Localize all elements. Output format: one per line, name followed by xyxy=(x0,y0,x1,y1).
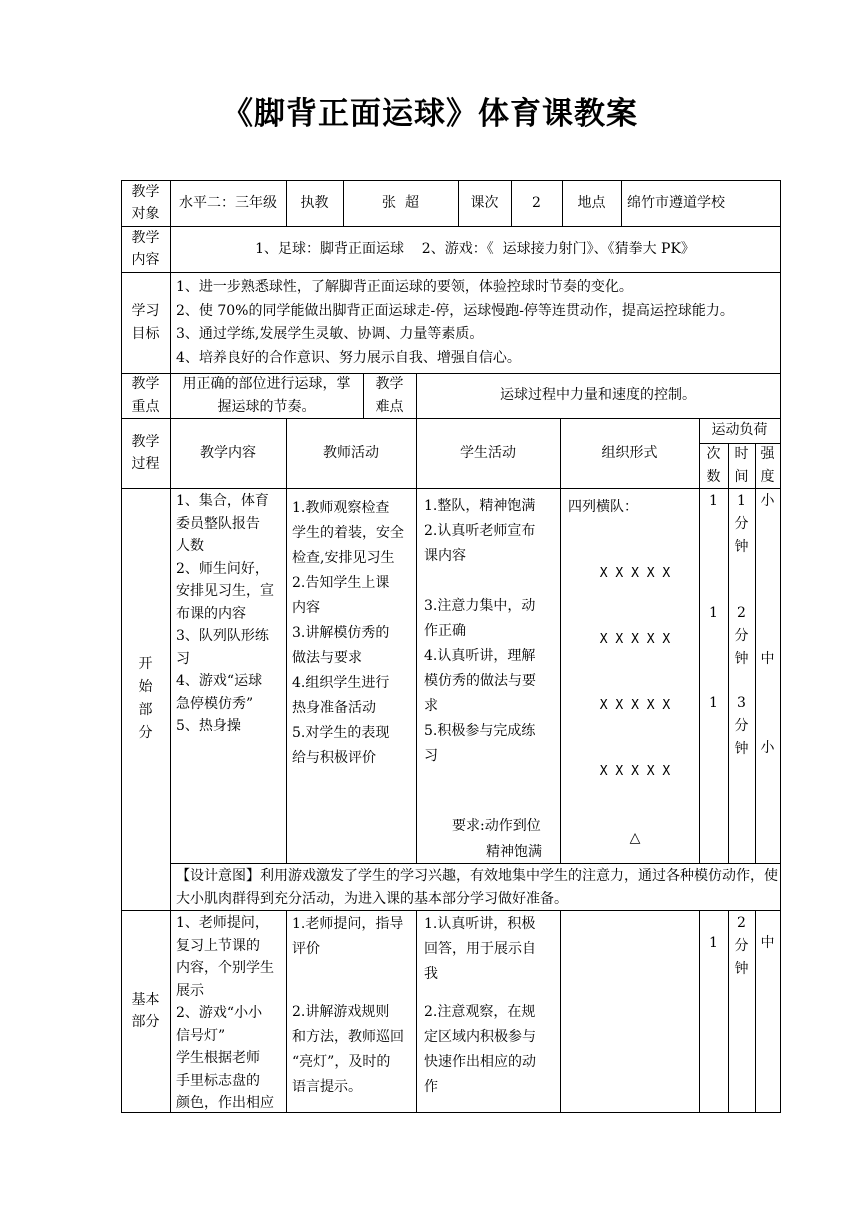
content-header: 教学内容 xyxy=(200,444,256,461)
start-content: 1、集合，体育 委员整队报告 人数 2、师生问好， 安排见习生，宣 布课的内容 3、队列队形练 习 4、游戏“运球 急停模仿秀” 5、热身操 xyxy=(176,493,274,734)
time-value: 2 分 钟 xyxy=(734,915,749,977)
target-label: 教学 对象 xyxy=(131,183,160,222)
student-requirement: 要求:动作到位 xyxy=(452,818,541,834)
times-header: 次 数 xyxy=(706,446,721,485)
formation-row: X X X X X xyxy=(599,764,671,779)
lesson-value: 2 xyxy=(532,194,541,211)
place-label: 地点 xyxy=(577,194,606,211)
times-value: 1 xyxy=(709,605,718,621)
start-student-activity: 1.整队，精神饱满 2.认真听老师宣布 课内容 3.注意力集中，动 作正确 4.认真听讲，理解 模仿秀的做法与要 求 5.积极参与完成练 习 xyxy=(424,498,536,764)
times-value: 1 xyxy=(709,493,718,509)
time-value: 1 分 钟 xyxy=(734,493,749,555)
times-value: 1 xyxy=(709,935,718,951)
intensity-value: 小 xyxy=(760,493,775,509)
goal-item: 2、使 70%的同学能做出脚背正面运球走-停，运球慢跑-停等连贯动作，提高运控球能力。 xyxy=(176,302,734,319)
goal-item: 4、培养良好的合作意识、努力展示自我、增强自信心。 xyxy=(176,349,521,366)
intensity-value: 中 xyxy=(760,651,775,667)
document-title: 《脚背正面运球》体育课教案 xyxy=(222,96,638,132)
basic-student-activity-1: 1.认真听讲，积极 回答，用于展示自 我 xyxy=(424,916,536,982)
time-value: 3 分 钟 xyxy=(734,695,749,757)
difficulty-value: 运球过程中力量和速度的控制。 xyxy=(500,387,696,403)
place-value: 绵竹市遵道学校 xyxy=(627,194,725,211)
intensity-header: 强 度 xyxy=(760,446,775,485)
basic-section-label: 基本 部分 xyxy=(131,991,160,1030)
lesson-label: 课次 xyxy=(470,194,499,211)
teacher-value: 张 超 xyxy=(382,194,419,211)
basic-student-activity-2: 2.注意观察，在规 定区域内积极参与 快速作出相应的动 作 xyxy=(424,1004,536,1095)
formation-row: X X X X X xyxy=(599,632,671,647)
times-value: 1 xyxy=(709,695,718,711)
start-section-label: 开 始 部 分 xyxy=(138,656,153,741)
key-point-value: 用正确的部位进行运球，掌 握运球的节奏。 xyxy=(182,376,351,415)
intensity-value: 中 xyxy=(760,935,775,951)
student-requirement: 精神饱满 xyxy=(486,844,542,860)
difficulty-label: 教学 难点 xyxy=(375,376,404,415)
time-value: 2 分 钟 xyxy=(734,605,749,667)
process-header: 教学 过程 xyxy=(131,433,160,472)
goals-label: 学习 目标 xyxy=(131,303,160,342)
start-teacher-activity: 1.教师观察检查 学生的着装，安全 检查,安排见习生 2.告知学生上课 内容 3.讲解模仿秀的 做法与要求 4.组织学生进行 热身准备活动 5.对学生的表现 给与积极评价 xyxy=(292,500,404,766)
formation-row: X X X X X xyxy=(599,698,671,713)
basic-teacher-activity-2: 2.讲解游戏规则 和方法，教师巡回 “亮灯”，及时的 语言提示。 xyxy=(292,1004,404,1095)
design-intent: 【设计意图】利用游戏激发了学生的学习兴趣，有效地集中学生的注意力，通过各种模仿动作，使大小肌肉群得到充分活动，为进入课的基本部分学习做好准备。 xyxy=(176,868,778,907)
goal-item: 1、进一步熟悉球性，了解脚背正面运球的要领，体验控球时节奏的变化。 xyxy=(176,279,633,295)
content-label: 教学 内容 xyxy=(131,229,160,268)
formation-label: 四列横队： xyxy=(568,499,638,515)
time-header: 时 间 xyxy=(734,446,749,485)
goals-list xyxy=(176,276,778,372)
intensity-value: 小 xyxy=(760,740,775,756)
target-value: 水平二：三年级 xyxy=(179,194,277,211)
goal-item: 3、通过学练,发展学生灵敏、协调、力量等素质。 xyxy=(176,326,484,342)
student-activity-header: 学生活动 xyxy=(460,444,516,461)
basic-teacher-activity-1: 1.老师提问，指导 评价 xyxy=(292,916,404,957)
formation-diagram xyxy=(590,519,680,871)
formation-row: X X X X X xyxy=(599,566,671,581)
key-point-label: 教学 重点 xyxy=(131,376,160,415)
teacher-label: 执教 xyxy=(300,194,329,211)
teacher-activity-header: 教师活动 xyxy=(323,444,379,461)
basic-content: 1、老师提问， 复习上节课的 内容，个别学生 展示 2、游戏“小小 信号灯” 学生根据老师 手里标志盘的 颜色，作出相应 xyxy=(176,915,274,1111)
organization-header: 组织形式 xyxy=(601,444,658,461)
teacher-triangle-icon: △ xyxy=(629,830,641,846)
load-header: 运动负荷 xyxy=(711,422,768,438)
content-value: 1、足球：脚背正面运球 2、游戏：《 运球接力射门》、《猜拳大 PK》 xyxy=(255,240,695,257)
